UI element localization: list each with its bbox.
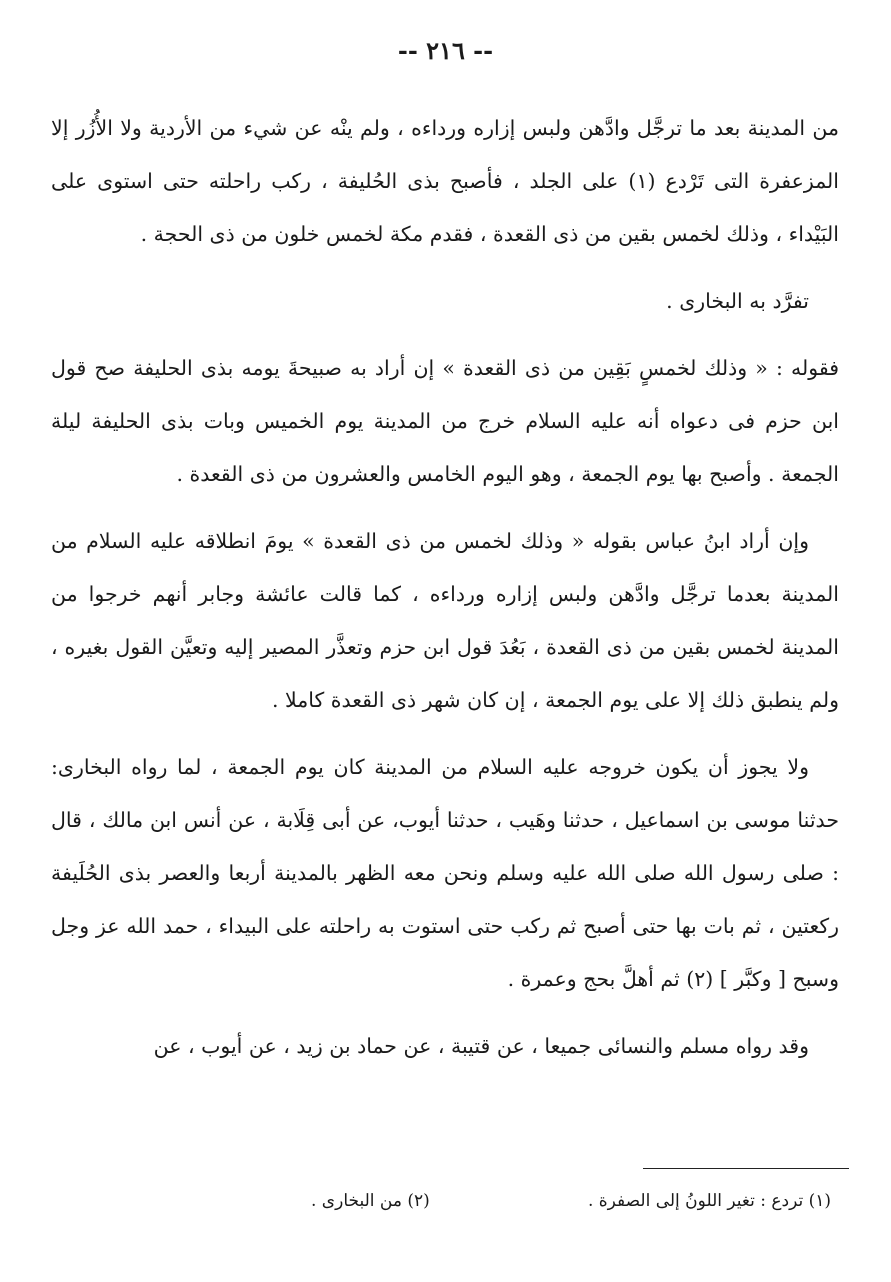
paragraph-6: وقد رواه مسلم والنسائى جميعا ، عن قتيبة ، عن حماد بن زيد ، عن أيوب ، عن	[153, 1034, 809, 1058]
footnote-2: (٢) من البخارى .	[311, 1191, 430, 1211]
main-text	[51, 102, 839, 1073]
footnotes	[311, 1186, 831, 1216]
footnote-divider	[643, 1168, 849, 1169]
paragraph-1: من المدينة بعد ما ترجَّل وادَّهن ولبس إزاره ورداءه ، ولم ينْه عن شيء من الأردية ولا الأُزُر إلا المزعفرة التى تَرْدع (١) على الجلد ، فأصبح بذى الحُليفة ، ركب راحلته حتى استوى على البَيْداء ، وذلك لخمس بقين من ذى القعدة ، فقدم مكة لخمس خلون من ذى الحجة .	[51, 116, 839, 246]
paragraph-2: تفرَّد به البخارى .	[666, 289, 809, 313]
page-number: -- ٢١٦ --	[397, 36, 494, 65]
paragraph-3: فقوله : « وذلك لخمسٍ بَقِين من ذى القعدة » إن أراد به صبيحةَ يومه بذى الحليفة صح قول ابن حزم فى دعواه أنه عليه السلام خرج من المدينة يوم الخميس وبات بذى الحليفة ليلة الجمعة . وأصبح بها يوم الجمعة ، وهو اليوم الخامس والعشرون من ذى القعدة .	[51, 356, 839, 486]
footnote-1: (١) تردع : تغير اللونُ إلى الصفرة .	[587, 1191, 831, 1211]
paragraph-4: وإن أراد ابنُ عباس بقوله « وذلك لخمس من ذى القعدة » يومَ انطلاقه عليه السلام من المدينة بعدما ترجَّل وادَّهن ولبس إزاره ورداءه ، كما قالت عائشة وجابر أنهم خرجوا من المدينة لخمس بقين من ذى القعدة ، بَعُدَ قول ابن حزم وتعذَّر المصير إليه وتعيَّن القول بغيره ، ولم ينطبق ذلك إلا على يوم الجمعة ، إن كان شهر ذى القعدة كاملا .	[51, 529, 839, 712]
paragraph-5: ولا يجوز أن يكون خروجه عليه السلام من المدينة كان يوم الجمعة ، لما رواه البخارى: حدثنا موسى بن اسماعيل ، حدثنا وهَيب ، حدثنا أيوب، عن أبى قِلَابة ، عن أنس ابن مالك ، قال : صلى رسول الله صلى الله عليه وسلم ونحن معه الظهر بالمدينة أربعا والعصر بذى الحُلَيفة ركعتين ، ثم بات بها حتى أصبح ثم ركب حتى استوت به راحلته على البيداء ، حمد الله عز وجل وسبح [ وكبَّر ] (٢) ثم أهلَّ بحج وعمرة .	[51, 755, 839, 991]
